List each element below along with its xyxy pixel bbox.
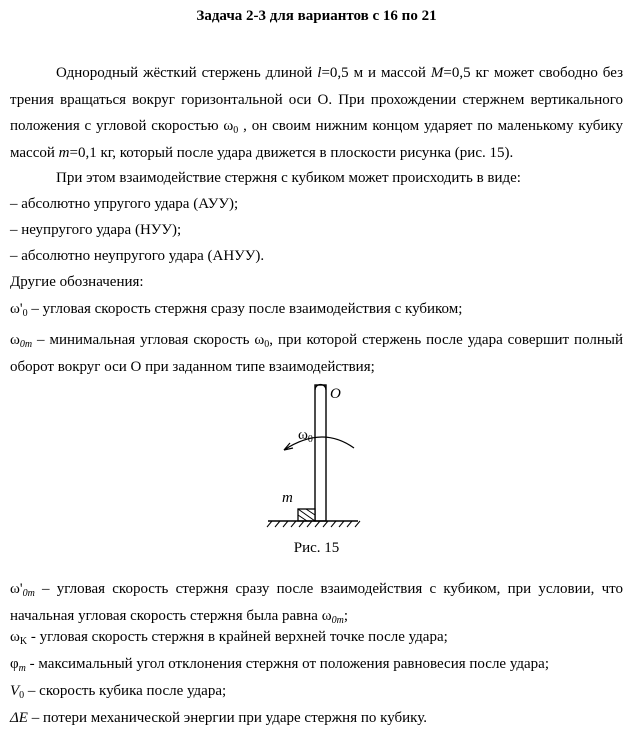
mass-label: m bbox=[282, 490, 293, 506]
notation-v0: $V_0$ – скорость кубика после удара; bbox=[10, 683, 227, 701]
omega-label: $\omega_0$ bbox=[298, 427, 313, 445]
problem-title: Задача 2-3 для вариантов с 16 по 21 bbox=[196, 8, 437, 24]
intro-paragraph: Однородный жёсткий стержень длиной l=0,5 м и массой M=0,5 кг может свободно без трения вращаться вокруг горизонтальной оси О. При прохождении стержнем вертикального положения с угловой скоростью $\omega_0$ , он своим нижним концом ударяет по маленькому кубику массой m=0,1 кг, который после удара движется в плоскости рисунка (рис. 15). bbox=[10, 65, 623, 161]
notation-header: Другие обозначения: bbox=[10, 274, 144, 290]
notation-delta-e: ΔE – потери механической энергии при ударе стержня по кубику. bbox=[10, 710, 427, 726]
interaction-lead: При этом взаимодействие стержня с кубиком может происходить в виде: bbox=[56, 170, 521, 186]
notation-w0m: $\omega_{0m}$ – минимальная угловая скорость $\omega_0$, при которой стержень после удара совершит полный оборот вокруг оси О при заданном типе взаимодействия; bbox=[10, 332, 623, 375]
notation-phim: $\varphi_m$ - максимальный угол отклонения стержня от положения равновесия после удара; bbox=[10, 656, 550, 674]
rod bbox=[315, 385, 326, 522]
cube bbox=[298, 509, 315, 521]
ground bbox=[267, 521, 360, 527]
figure-caption: Рис. 15 bbox=[293, 540, 340, 556]
list-item-nuu: – неупругого удара (НУУ); bbox=[10, 222, 182, 238]
list-item-auu: – абсолютно упругого удара (АУУ); bbox=[10, 196, 239, 212]
notation-wk: $\omega_K$ - угловая скорость стержня в крайней верхней точке после удара; bbox=[10, 629, 448, 647]
figure-rod-cube bbox=[262, 381, 372, 531]
notation-w0m-prime: $\omega'_{0m}$ – угловая скорость стержня сразу после взаимодействия с кубиком, при условии, что начальная угловая скорость стержня была равна $\omega_{0m}$; bbox=[10, 581, 623, 626]
list-item-anuu: – абсолютно неупругого удара (АНУУ). bbox=[10, 248, 265, 264]
axis-label-o: O bbox=[330, 386, 341, 402]
notation-w0-prime: $\omega'_0$ – угловая скорость стержня сразу после взаимодействия с кубиком; bbox=[10, 301, 463, 319]
